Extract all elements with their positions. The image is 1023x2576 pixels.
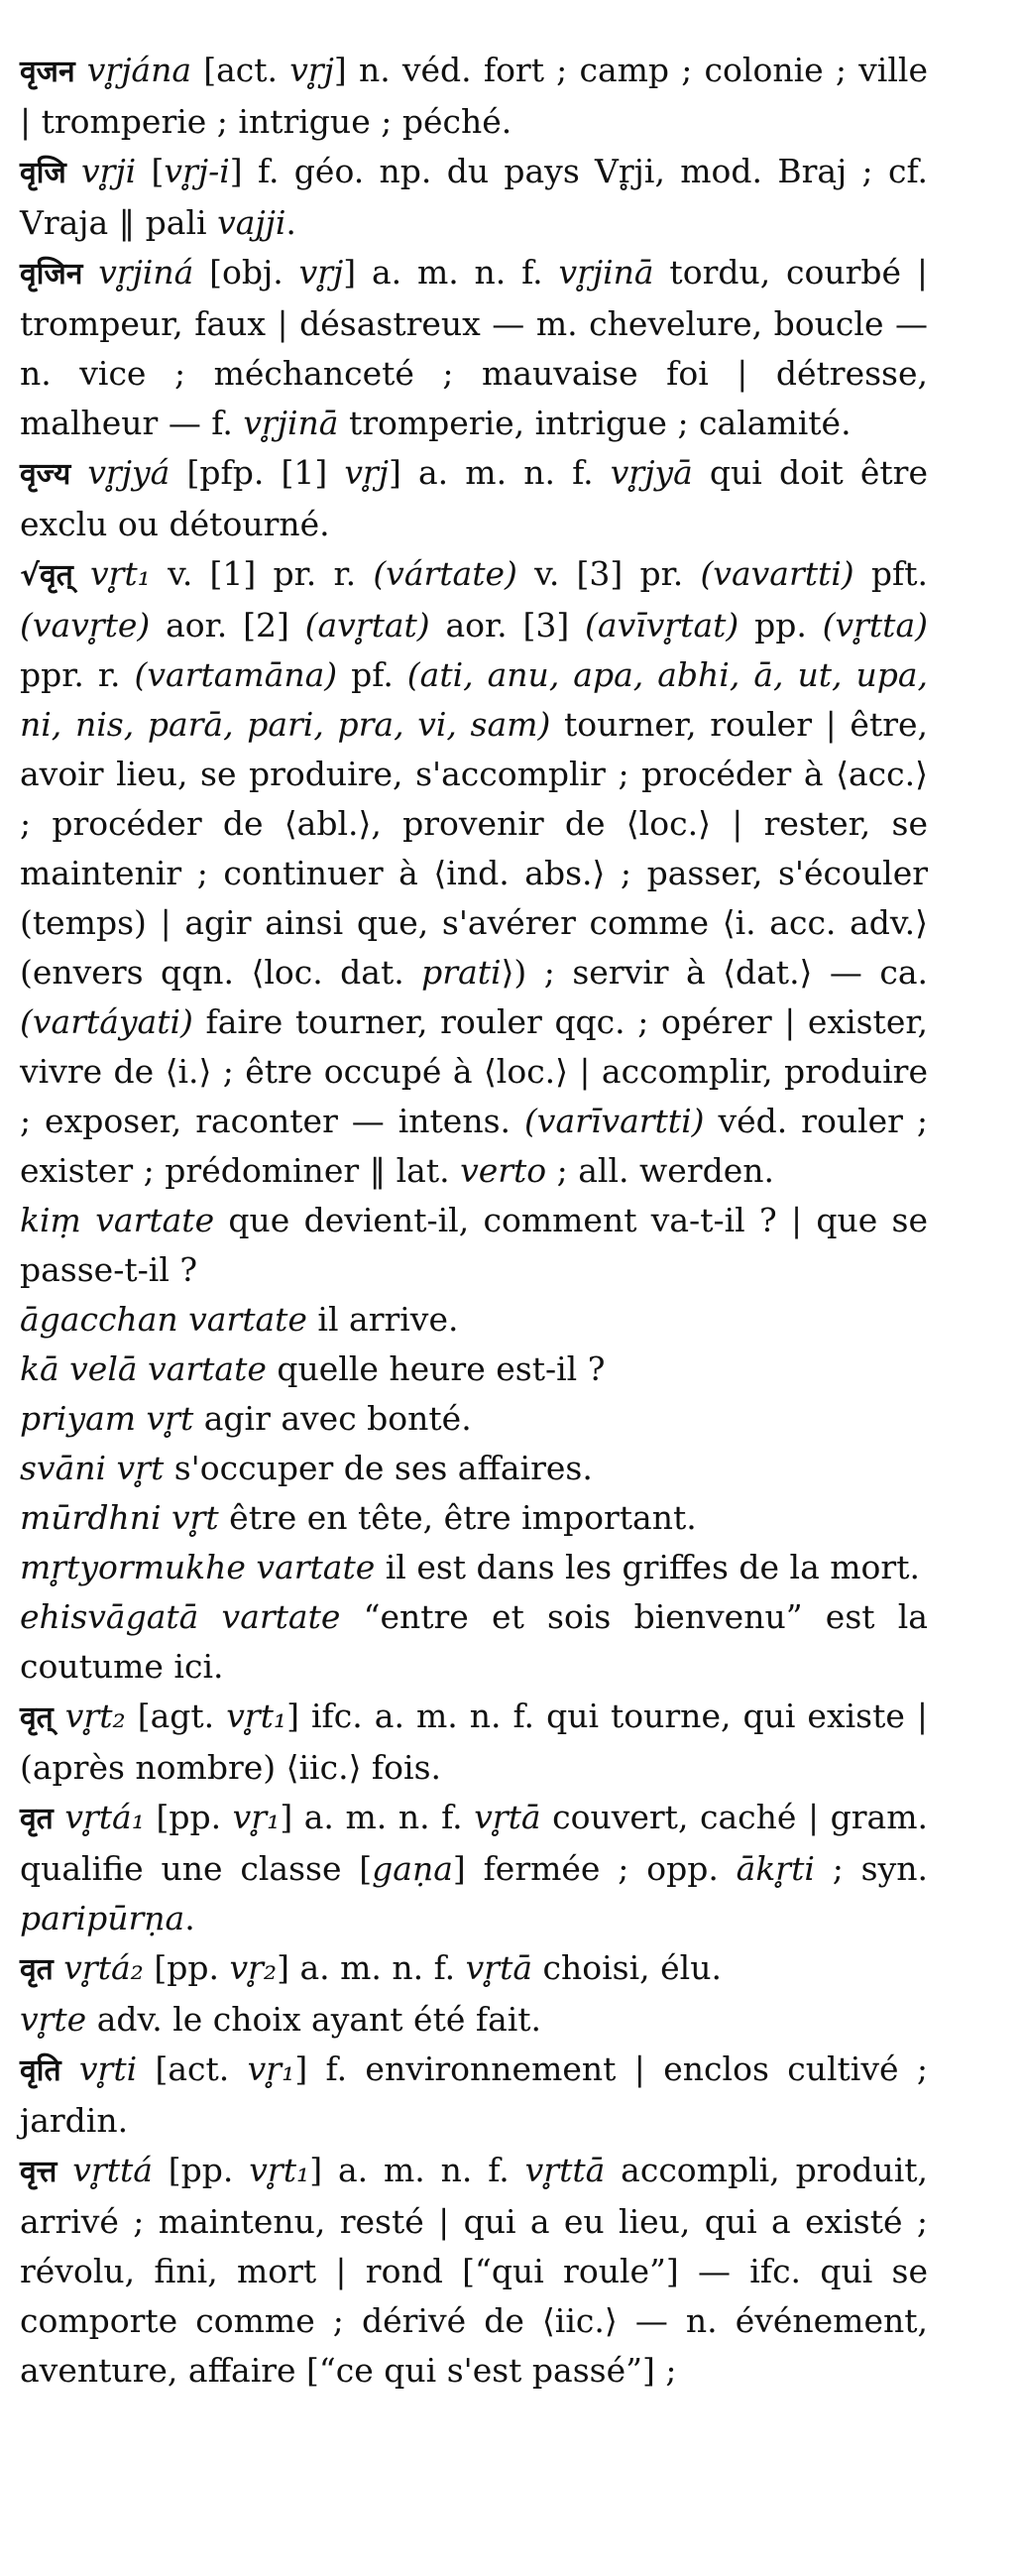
headword-devanagari: वृजि [20,156,66,190]
dictionary-entry [20,1493,928,1543]
italic-term: vr̥jána [74,51,192,89]
dictionary-entry [20,1692,928,1793]
definition-text: pf. [337,655,407,694]
definition-text: ; all. werden. [546,1151,774,1190]
italic-term: vr̥tá₂ [53,1948,144,1987]
italic-term: vr̥j [344,453,389,492]
italic-term: vr̥₁ [232,1798,281,1836]
definition-text: couvert, caché | gram. qualifie une classe [ [20,1798,929,1888]
italic-term: (avīvr̥tat) [585,606,739,644]
definition-text: pp. [739,606,823,644]
definition-text: ] a. m. n. f. [389,453,611,492]
italic-term: ehisvāgatā vartate [20,1597,341,1636]
definition-text: ] f. environnement | enclos cultivé ; jardin. [20,2049,928,2140]
italic-term: vr̥tá₁ [53,1798,145,1836]
italic-term: vr̥jiná [82,253,194,292]
definition-text: il est dans les griffes de la mort. [375,1548,920,1586]
italic-term: vr̥ji [65,152,137,190]
dictionary-entry [20,46,928,147]
italic-term: (varīvartti) [523,1102,705,1140]
italic-term: vr̥j-i [164,152,230,190]
definition-text: ] a. m. n. f. [280,1798,475,1836]
italic-term: vr̥t₁ [249,2151,310,2189]
definition-text: ] a. m. n. f. [309,2151,525,2189]
dictionary-entry [20,1295,928,1345]
italic-term: kiṃ vartate [20,1201,215,1239]
italic-term: paripūrṇa [20,1899,185,1937]
headword-devanagari: √वृत् [20,558,73,593]
italic-term: vr̥ttá [57,2151,153,2189]
italic-term: svāni vr̥t [20,1449,165,1487]
italic-term: āgacchan vartate [20,1300,307,1339]
italic-term: (vartáyati) [20,1002,193,1041]
italic-term: mr̥tyormukhe vartate [20,1548,376,1586]
italic-term: vr̥j [289,51,334,89]
headword-devanagari: वृज्य [20,457,71,492]
italic-term: (vr̥tta) [822,606,928,644]
definition-text: ] a. m. n. f. [277,1948,466,1987]
definition-text: . [285,203,296,242]
italic-term: vr̥te [20,2000,87,2039]
definition-text: ] a. m. n. f. [343,253,559,292]
definition-text: agir avec bonté. [193,1399,472,1438]
italic-term: verto [460,1151,547,1190]
italic-term: (vártate) [373,554,517,593]
definition-text: ; syn. [814,1849,928,1888]
dictionary-entry [20,448,928,549]
definition-text: [act. [137,2049,248,2088]
italic-term: vr̥tā [465,1948,533,1987]
italic-term: vajji [217,203,286,242]
definition-text: ] fermée ; opp. [452,1849,737,1888]
italic-term: kā velā vartate [20,1349,267,1388]
italic-term: vr̥j [298,253,344,292]
definition-text: [act. [191,51,290,89]
definition-text: ppr. r. [20,655,135,694]
dictionary-entry [20,1345,928,1394]
dictionary-entries [20,46,928,2396]
headword-devanagari: वृत् [20,1700,54,1735]
definition-text: ] ifc. a. m. n. f. qui tourne, qui existe | (après nombre) ⟨iic.⟩ fois. [20,1697,928,1787]
italic-term: vr̥tā [474,1798,541,1836]
definition-text: aor. [2] [150,606,305,644]
headword-devanagari: वृत [20,1802,54,1836]
dictionary-entry [20,2146,928,2396]
definition-text: . [184,1899,195,1937]
italic-term: mūrdhni vr̥t [20,1498,219,1537]
definition-text: [agt. [125,1697,227,1735]
dictionary-entry [20,147,928,248]
headword-devanagari: वृत [20,1952,54,1987]
definition-text: il arrive. [306,1300,459,1339]
definition-text: quelle heure est-il ? [266,1349,606,1388]
italic-term: (vavr̥te) [20,606,151,644]
definition-text: tourner, rouler | être, avoir lieu, se produire, s'accomplir ; procéder à ⟨acc.⟩ ; procéder de ⟨abl.⟩, provenir de ⟨loc.⟩ | rester, se maintenir ; continuer à ⟨ind. abs.⟩ ; passer, s'écouler (temps) | agir ainsi que, s'avérer comme ⟨i. acc. adv.⟩ (envers qqn. ⟨loc. dat. [20,705,928,992]
definition-text: tromperie, intrigue ; calamité. [338,404,852,442]
italic-term: priyam vr̥t [20,1399,194,1438]
definition-text: ⟩) ; servir à ⟨dat.⟩ — ca. [501,953,928,992]
italic-term: vr̥t₂ [53,1697,126,1735]
definition-text: v. [3] pr. [516,554,701,593]
italic-term: vr̥t₁ [72,554,151,593]
italic-term: vr̥jinā [243,404,339,442]
definition-text: accompli, produit, arrivé ; maintenu, resté | qui a eu lieu, qui a existé ; révolu, fini, mort | rond [“qui roule”] — ifc. qui se comporte comme ; dérivé de ⟨iic.⟩ — n. événement, aventure, affaire [“ce qui s'est passé”] ; [20,2151,929,2390]
italic-term: vr̥jinā [558,253,654,292]
definition-text: pft. [853,554,928,593]
dictionary-entry [20,1793,928,1943]
definition-text: [pp. [144,1798,233,1836]
definition-text: qui doit être exclu ou détourné. [20,453,928,543]
italic-term: prati [421,953,502,992]
dictionary-entry [20,1196,928,1295]
definition-text: aor. [3] [429,606,586,644]
italic-term: vr̥₁ [247,2049,295,2088]
definition-text: [ [136,152,165,190]
dictionary-entry [20,2045,928,2146]
italic-term: vr̥ttā [524,2151,606,2189]
italic-term: (vartamāna) [134,655,338,694]
dictionary-entry [20,1592,928,1692]
italic-term: (avr̥tat) [304,606,430,644]
definition-text: ] f. géo. np. du pays Vr̥ji, mod. Braj ; cf. Vraja ‖ pali [20,152,928,242]
headword-devanagari: वृति [20,2053,61,2088]
definition-text: faire tourner, rouler qqc. ; opérer | exister, vivre de ⟨i.⟩ ; être occupé à ⟨loc.⟩ | accomplir, produire ; exposer, raconter — intens. [20,1002,928,1140]
definition-text: choisi, élu. [532,1948,722,1987]
dictionary-entry [20,1444,928,1493]
italic-term: vr̥₂ [229,1948,278,1987]
dictionary-entry [20,1394,928,1444]
italic-term: vr̥jyā [610,453,693,492]
definition-text: [obj. [193,253,299,292]
headword-devanagari: वृजन [20,55,75,89]
italic-term: vr̥ti [60,2049,138,2088]
definition-text: s'occuper de ses affaires. [164,1449,593,1487]
italic-term: vr̥t₁ [226,1697,287,1735]
definition-text: adv. le choix ayant été fait. [86,2000,542,2039]
definition-text: véd. rouler ; exister ; prédominer ‖ lat. [20,1102,928,1190]
italic-term: vr̥jyá [70,453,170,492]
headword-devanagari: वृत्त [20,2155,57,2189]
definition-text: “entre et sois bienvenu” est la coutume ici. [20,1597,928,1686]
italic-term: (vavartti) [700,554,854,593]
definition-text: ] n. véd. fort ; camp ; colonie ; ville | tromperie ; intrigue ; péché. [20,51,928,141]
definition-text: [pp. [152,2151,250,2189]
dictionary-entry [20,248,928,448]
headword-devanagari: वृजिन [20,257,83,292]
definition-text: v. [1] pr. r. [150,554,374,593]
definition-text: tordu, courbé | trompeur, faux | désastreux — m. chevelure, boucle — n. vice ; méchanceté ; mauvaise foi | détresse, malheur — f. [20,253,929,442]
italic-term: ākr̥ti [736,1849,815,1888]
definition-text: [pp. [143,1948,230,1987]
italic-term: (ati, anu, apa, abhi, ā, ut, upa, ni, nis, parā, pari, pra, vi, sam) [20,655,928,744]
dictionary-entry [20,549,928,1196]
dictionary-entry [20,1995,928,2045]
dictionary-entry [20,1543,928,1592]
dictionary-entry [20,1943,928,1995]
definition-text: que devient-il, comment va-t-il ? | que se passe-t-il ? [20,1201,929,1289]
definition-text: être en tête, être important. [218,1498,697,1537]
definition-text: [pfp. [1] [170,453,345,492]
italic-term: gaṇa [372,1849,453,1888]
